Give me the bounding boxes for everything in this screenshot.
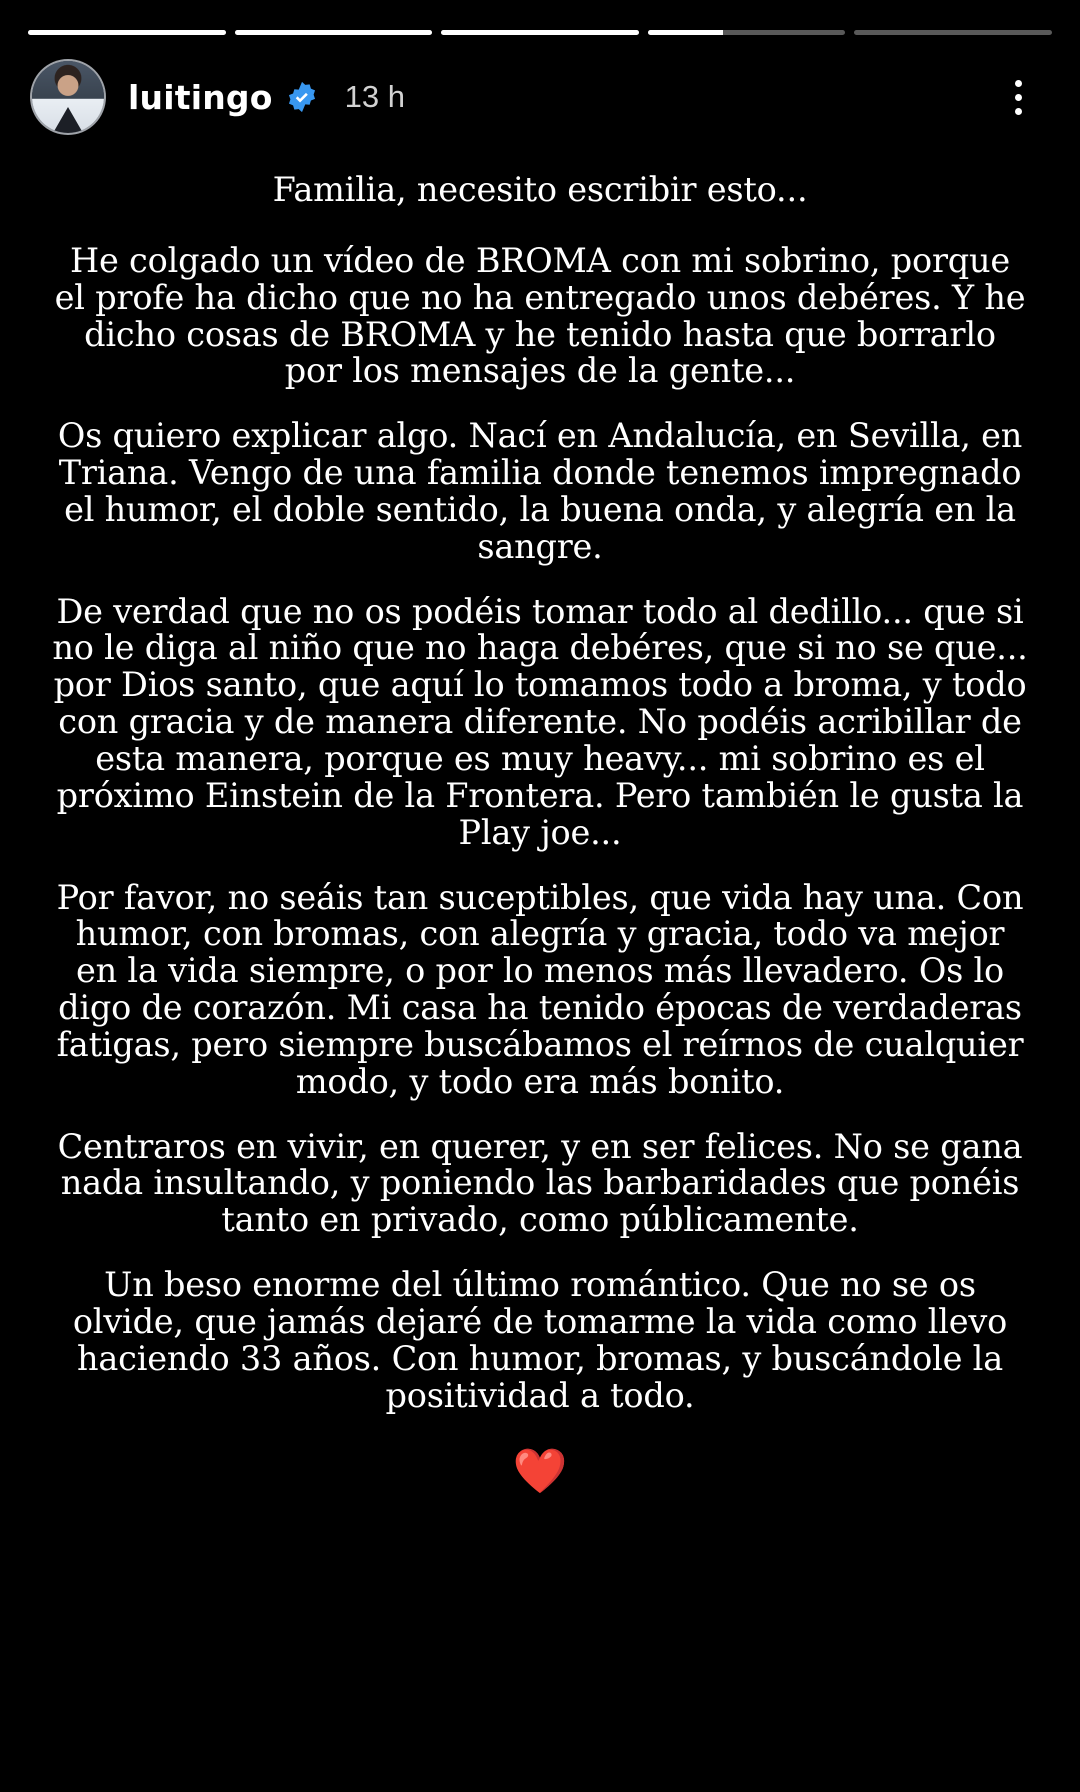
progress-segment-5[interactable] (854, 30, 1052, 35)
story-text-content (0, 138, 1080, 1792)
progress-segment-4[interactable] (648, 30, 846, 35)
more-dot-2 (1015, 94, 1022, 101)
verified-badge-icon (285, 80, 319, 114)
more-dot-3 (1015, 108, 1022, 115)
username-label[interactable]: luitingo (128, 77, 273, 117)
story-paragraph: Familia, necesito escribir esto... (272, 170, 808, 209)
progress-segment-2[interactable] (235, 30, 433, 35)
story-paragraph: Un beso enorme del último romántico. Que no se os olvide, que jamás dejaré de tomarme la vida como llevo haciendo 33 años. Con humor, bromas, y buscándole la positividad a todo. (72, 1265, 1008, 1415)
progress-segment-3[interactable] (441, 30, 639, 35)
story-paragraph: He colgado un vídeo de BROMA con mi sobrino, porque el profe ha dicho que no ha entregado unos debéres. Y he dicho cosas de BROMA y he tenido hasta que borrarlo por los mensajes de la gente... (54, 240, 1026, 391)
more-dot-1 (1015, 80, 1022, 87)
story-header (0, 38, 1080, 138)
heart-emoji: ❤️ (512, 1447, 568, 1497)
story-progress-bar (0, 0, 1080, 38)
timestamp-label: 13 h (344, 79, 405, 114)
progress-segment-1[interactable] (28, 30, 226, 35)
more-options-icon[interactable] (992, 68, 1044, 126)
story-paragraph: Centraros en vivir, en querer, y en ser felices. No se gana nada insultando, y poniendo las barbaridades que ponéis tanto en privado, como públicamente. (57, 1126, 1023, 1240)
story-paragraph: Os quiero explicar algo. Nací en Andalucía, en Sevilla, en Triana. Vengo de una familia donde tenemos impregnado el humor, el doble sentido, la buena onda, y alegría en la sangre. (57, 416, 1023, 566)
avatar[interactable] (30, 59, 106, 135)
story-paragraph: De verdad que no os podéis tomar todo al dedillo... que si no le diga al niño que no haga debéres, que si no se que... por Dios santo, que aquí lo tomamos todo a broma, y todo con gracia y de manera diferente. No podéis acribillar de esta manera, porque es muy heavy... mi sobrino es el próximo Einstein de la Frontera. Pero también le gusta la Play joe... (52, 591, 1028, 852)
story-paragraph: Por favor, no seáis tan suceptibles, que vida hay una. Con humor, con bromas, con alegría y gracia, todo va mejor en la vida siempre, o por lo menos más llevadero. Os lo digo de corazón. Mi casa ha tenido épocas de verdaderas fatigas, pero siempre buscábamos el reírnos de cualquier modo, y todo era más bonito. (56, 877, 1024, 1101)
